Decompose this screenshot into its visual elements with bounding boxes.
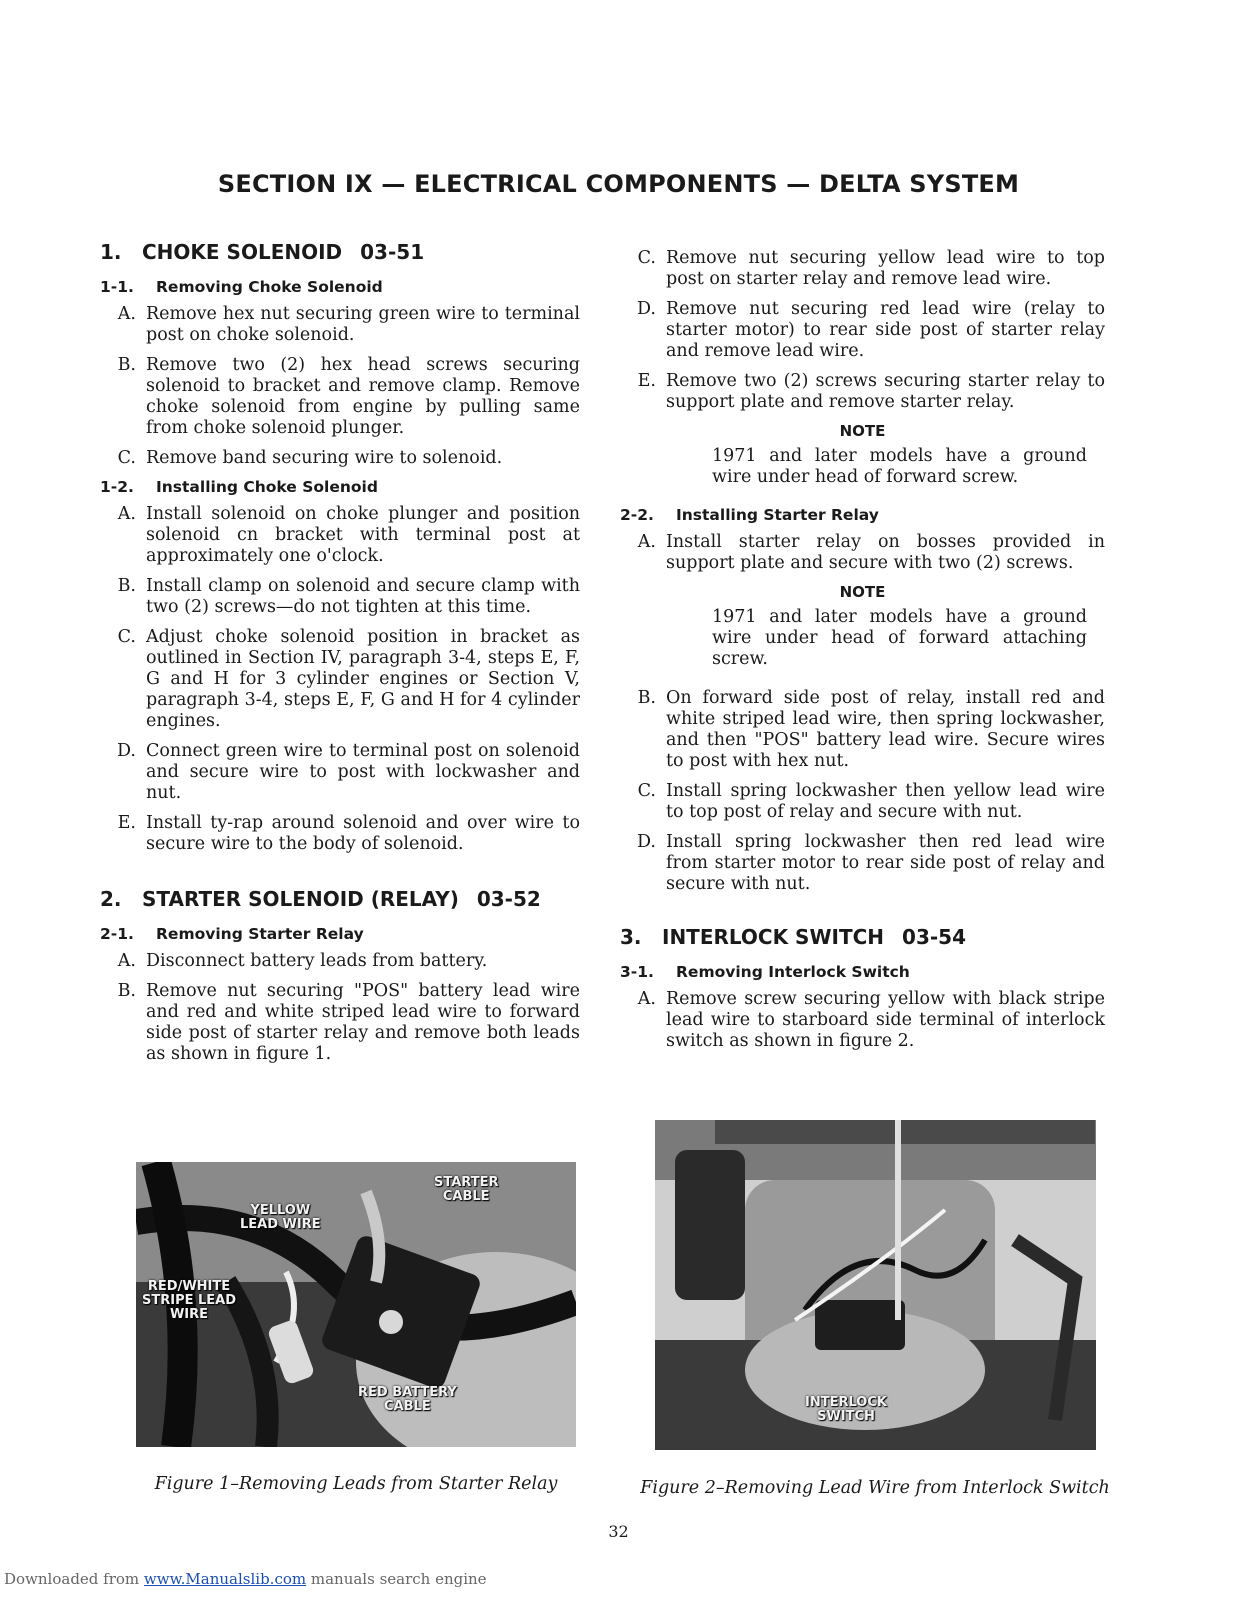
step-letter: A. [637,989,656,1009]
section-2-heading [100,887,580,911]
section-1-heading [100,240,580,264]
step-item [620,832,1105,895]
subsection-number: 2-1. [100,925,134,943]
callout-red-white-stripe-lead-wire: RED/WHITE STRIPE LEAD WIRE [142,1279,237,1322]
section-number: 2. [100,887,122,911]
note-text: 1971 and later models have a ground wire under head of forward screw. [712,446,1087,487]
subsection-title: Installing Choke Solenoid [156,478,378,496]
step-item [100,981,580,1065]
step-text: Remove two (2) hex head screws securing solenoid to bracket and remove clamp. Remove choke solenoid from engine by pulling same from choke solenoid plunger. [146,355,580,438]
step-item [100,355,580,439]
step-item [620,688,1105,772]
section-code: 03-52 [476,887,541,911]
step-text: Install spring lockwasher then yellow lead wire to top post of relay and secure with nut. [666,781,1105,822]
subsection-title: Removing Interlock Switch [676,963,910,981]
footer [4,1570,487,1588]
callout-interlock-switch: INTERLOCK SWITCH [805,1395,887,1424]
footer-prefix: Downloaded from [4,1570,144,1588]
step-letter: D. [637,832,656,852]
step-text: Disconnect battery leads from battery. [146,951,488,971]
step-text: Connect green wire to terminal post on solenoid and secure wire to post with lockwasher and nut. [146,741,580,803]
step-item [620,299,1105,362]
subsection-1-1-heading [100,278,580,296]
figure-2-caption: Figure 2–Removing Lead Wire from Interlock Switch [640,1478,1110,1498]
step-letter: B. [117,981,136,1001]
page-title: SECTION IX — ELECTRICAL COMPONENTS — DELTA SYSTEM [217,170,1020,198]
step-letter: A. [117,304,136,324]
step-text: Install starter relay on bosses provided in support plate and secure with two (2) screws. [666,532,1105,573]
subsection-number: 3-1. [620,963,654,981]
step-list [620,248,1105,413]
step-text: Remove two (2) screws securing starter relay to support plate and remove starter relay. [666,371,1105,412]
step-list [100,951,580,1065]
section-number: 1. [100,240,122,264]
step-item [100,741,580,804]
step-text: Remove nut securing "POS" battery lead wire and red and white striped lead wire to forward side post of starter relay and remove both leads as shown in figure 1. [146,981,580,1064]
step-text: Install solenoid on choke plunger and position solenoid cn bracket with terminal post at approximately one o'clock. [146,504,580,566]
left-column [100,240,580,1074]
figure-2-photo [655,1120,1096,1450]
step-letter: E. [117,813,136,833]
step-text: On forward side post of relay, install red and white striped lead wire, then spring lockwasher, and then "POS" battery lead wire. Secure wires to post with hex nut. [666,688,1105,771]
page-number: 32 [608,1522,629,1541]
step-text: Adjust choke solenoid position in bracket as outlined in Section IV, paragraph 3-4, steps E, F, G and H for 3 cylinder engines or Section V, paragraph 3-4, steps E, F, G and H for 4 cylinder engines. [146,627,580,731]
figure-1-caption: Figure 1–Removing Leads from Starter Relay [154,1474,558,1494]
callout-red-battery-cable: RED BATTERY CABLE [358,1385,457,1414]
subsection-2-2-heading [620,506,1105,524]
step-text: Install spring lockwasher then red lead wire from starter motor to rear side post of relay and secure with nut. [666,832,1105,894]
subsection-title: Installing Starter Relay [676,506,879,524]
step-item [620,532,1105,574]
section-title: INTERLOCK SWITCH [662,925,885,949]
step-list [620,989,1105,1052]
step-list [100,304,580,469]
note-text: 1971 and later models have a ground wire under head of forward attaching screw. [712,607,1087,669]
subsection-title: Removing Starter Relay [156,925,364,943]
right-column [620,248,1105,1061]
step-letter: B. [637,688,656,708]
section-number: 3. [620,925,642,949]
step-letter: B. [117,355,136,375]
step-text: Install clamp on solenoid and secure clamp with two (2) screws—do not tighten at this time. [146,576,580,617]
step-list [620,688,1105,895]
step-letter: C. [637,248,656,268]
step-letter: B. [117,576,136,596]
step-letter: E. [637,371,656,391]
step-text: Remove band securing wire to solenoid. [146,448,503,468]
subsection-3-1-heading [620,963,1105,981]
step-letter: A. [637,532,656,552]
subsection-1-2-heading [100,478,580,496]
subsection-number: 1-2. [100,478,134,496]
step-item [620,989,1105,1052]
step-letter: D. [117,741,136,761]
step-text: Install ty-rap around solenoid and over wire to secure wire to the body of solenoid. [146,813,580,854]
step-letter: C. [637,781,656,801]
section-title: STARTER SOLENOID (RELAY) [142,887,459,911]
step-list [620,532,1105,574]
step-item [100,627,580,732]
step-item [100,576,580,618]
footer-suffix: manuals search engine [306,1570,487,1588]
callout-yellow-lead-wire: YELLOW LEAD WIRE [240,1203,321,1232]
step-letter: D. [637,299,656,319]
step-item [620,248,1105,290]
step-item [100,813,580,855]
step-text: Remove hex nut securing green wire to terminal post on choke solenoid. [146,304,580,345]
step-letter: C. [117,448,136,468]
step-item [100,304,580,346]
step-letter: A. [117,951,136,971]
section-title: CHOKE SOLENOID [142,240,343,264]
subsection-number: 1-1. [100,278,134,296]
step-text: Remove screw securing yellow with black stripe lead wire to starboard side terminal of interlock switch as shown in figure 2. [666,989,1105,1051]
subsection-2-1-heading [100,925,580,943]
section-code: 03-54 [902,925,966,949]
section-code: 03-51 [360,240,425,264]
step-letter: A. [117,504,136,524]
footer-link[interactable]: www.Manualslib.com [143,1570,307,1588]
step-letter: C. [117,627,136,647]
subsection-number: 2-2. [620,506,654,524]
step-item [100,448,580,469]
figure-1-photo [136,1162,576,1447]
step-text: Remove nut securing yellow lead wire to top post on starter relay and remove lead wire. [666,248,1105,289]
step-text: Remove nut securing red lead wire (relay to starter motor) to rear side post of starter relay and remove lead wire. [666,299,1105,361]
step-item [100,504,580,567]
subsection-title: Removing Choke Solenoid [156,278,383,296]
section-3-heading [620,925,1105,949]
step-list [100,504,580,855]
step-item [620,781,1105,823]
step-item [620,371,1105,413]
callout-starter-cable: STARTER CABLE [434,1175,499,1204]
note-label: NOTE [839,583,886,601]
step-item [100,951,580,972]
note-label: NOTE [839,422,886,440]
